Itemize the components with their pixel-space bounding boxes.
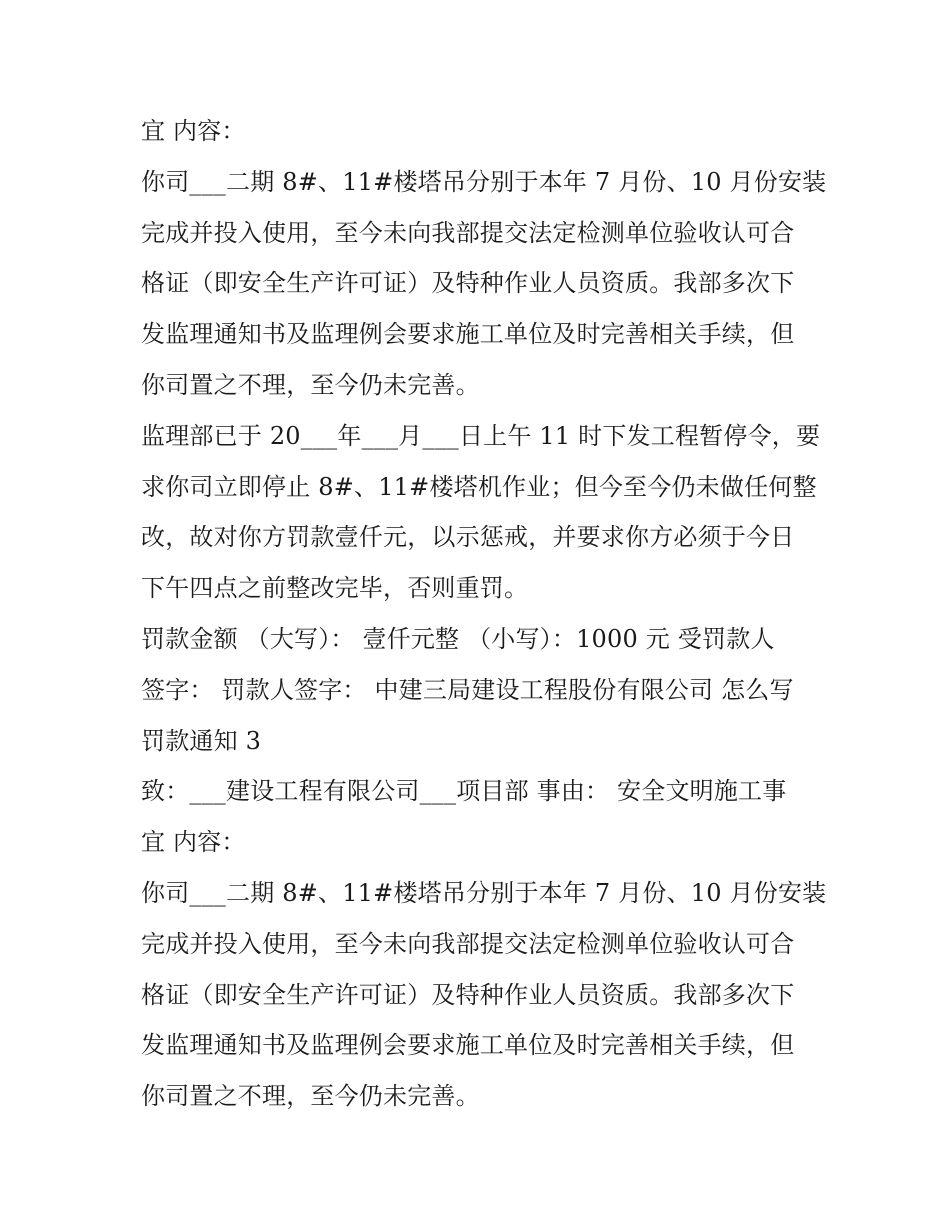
text-line: 下午四点之前整改完毕，否则重罚。: [141, 574, 529, 603]
text-line: 监理部已于 20___年___月___日上午 11 时下发工程暂停令，要: [141, 421, 821, 450]
text-line: 罚款金额 （大写）： 壹仟元整 （小写）：1000 元 受罚款人: [141, 624, 775, 653]
text-line: 签字： 罚款人签字： 中建三局建设工程股份有限公司 怎么写: [141, 675, 794, 704]
text-line: 完成并投入使用，至今未向我部提交法定检测单位验收认可合: [141, 929, 795, 958]
text-line: 发监理通知书及监理例会要求施工单位及时完善相关手续，但: [141, 320, 795, 349]
text-line: 发监理通知书及监理例会要求施工单位及时完善相关手续，但: [141, 1031, 795, 1060]
text-line: 你司置之不理，至今仍未完善。: [141, 370, 480, 399]
text-line: 格证（即安全生产许可证）及特种作业人员资质。我部多次下: [141, 269, 795, 298]
text-line: 你司___二期 8#、11#楼塔吊分别于本年 7 月份、10 月份安装: [141, 878, 827, 907]
text-line: 格证（即安全生产许可证）及特种作业人员资质。我部多次下: [141, 980, 795, 1009]
document-body: [141, 111, 827, 1127]
text-line: 你司置之不理，至今仍未完善。: [141, 1082, 480, 1111]
text-line: 致：___建设工程有限公司___项目部 事由： 安全文明施工事: [141, 777, 787, 806]
text-line: 你司___二期 8#、11#楼塔吊分别于本年 7 月份、10 月份安装: [141, 167, 827, 196]
text-line: 完成并投入使用，至今未向我部提交法定检测单位验收认可合: [141, 218, 795, 247]
section-heading: 罚款通知 3: [141, 726, 262, 755]
text-line: 宜 内容：: [141, 828, 246, 857]
text-line: 求你司立即停止 8#、11#楼塔机作业；但今至今仍未做任何整: [141, 472, 817, 501]
text-line: 宜 内容：: [141, 117, 246, 145]
text-line: 改，故对你方罚款壹仟元，以示惩戒，并要求你方必须于今日: [141, 523, 795, 552]
